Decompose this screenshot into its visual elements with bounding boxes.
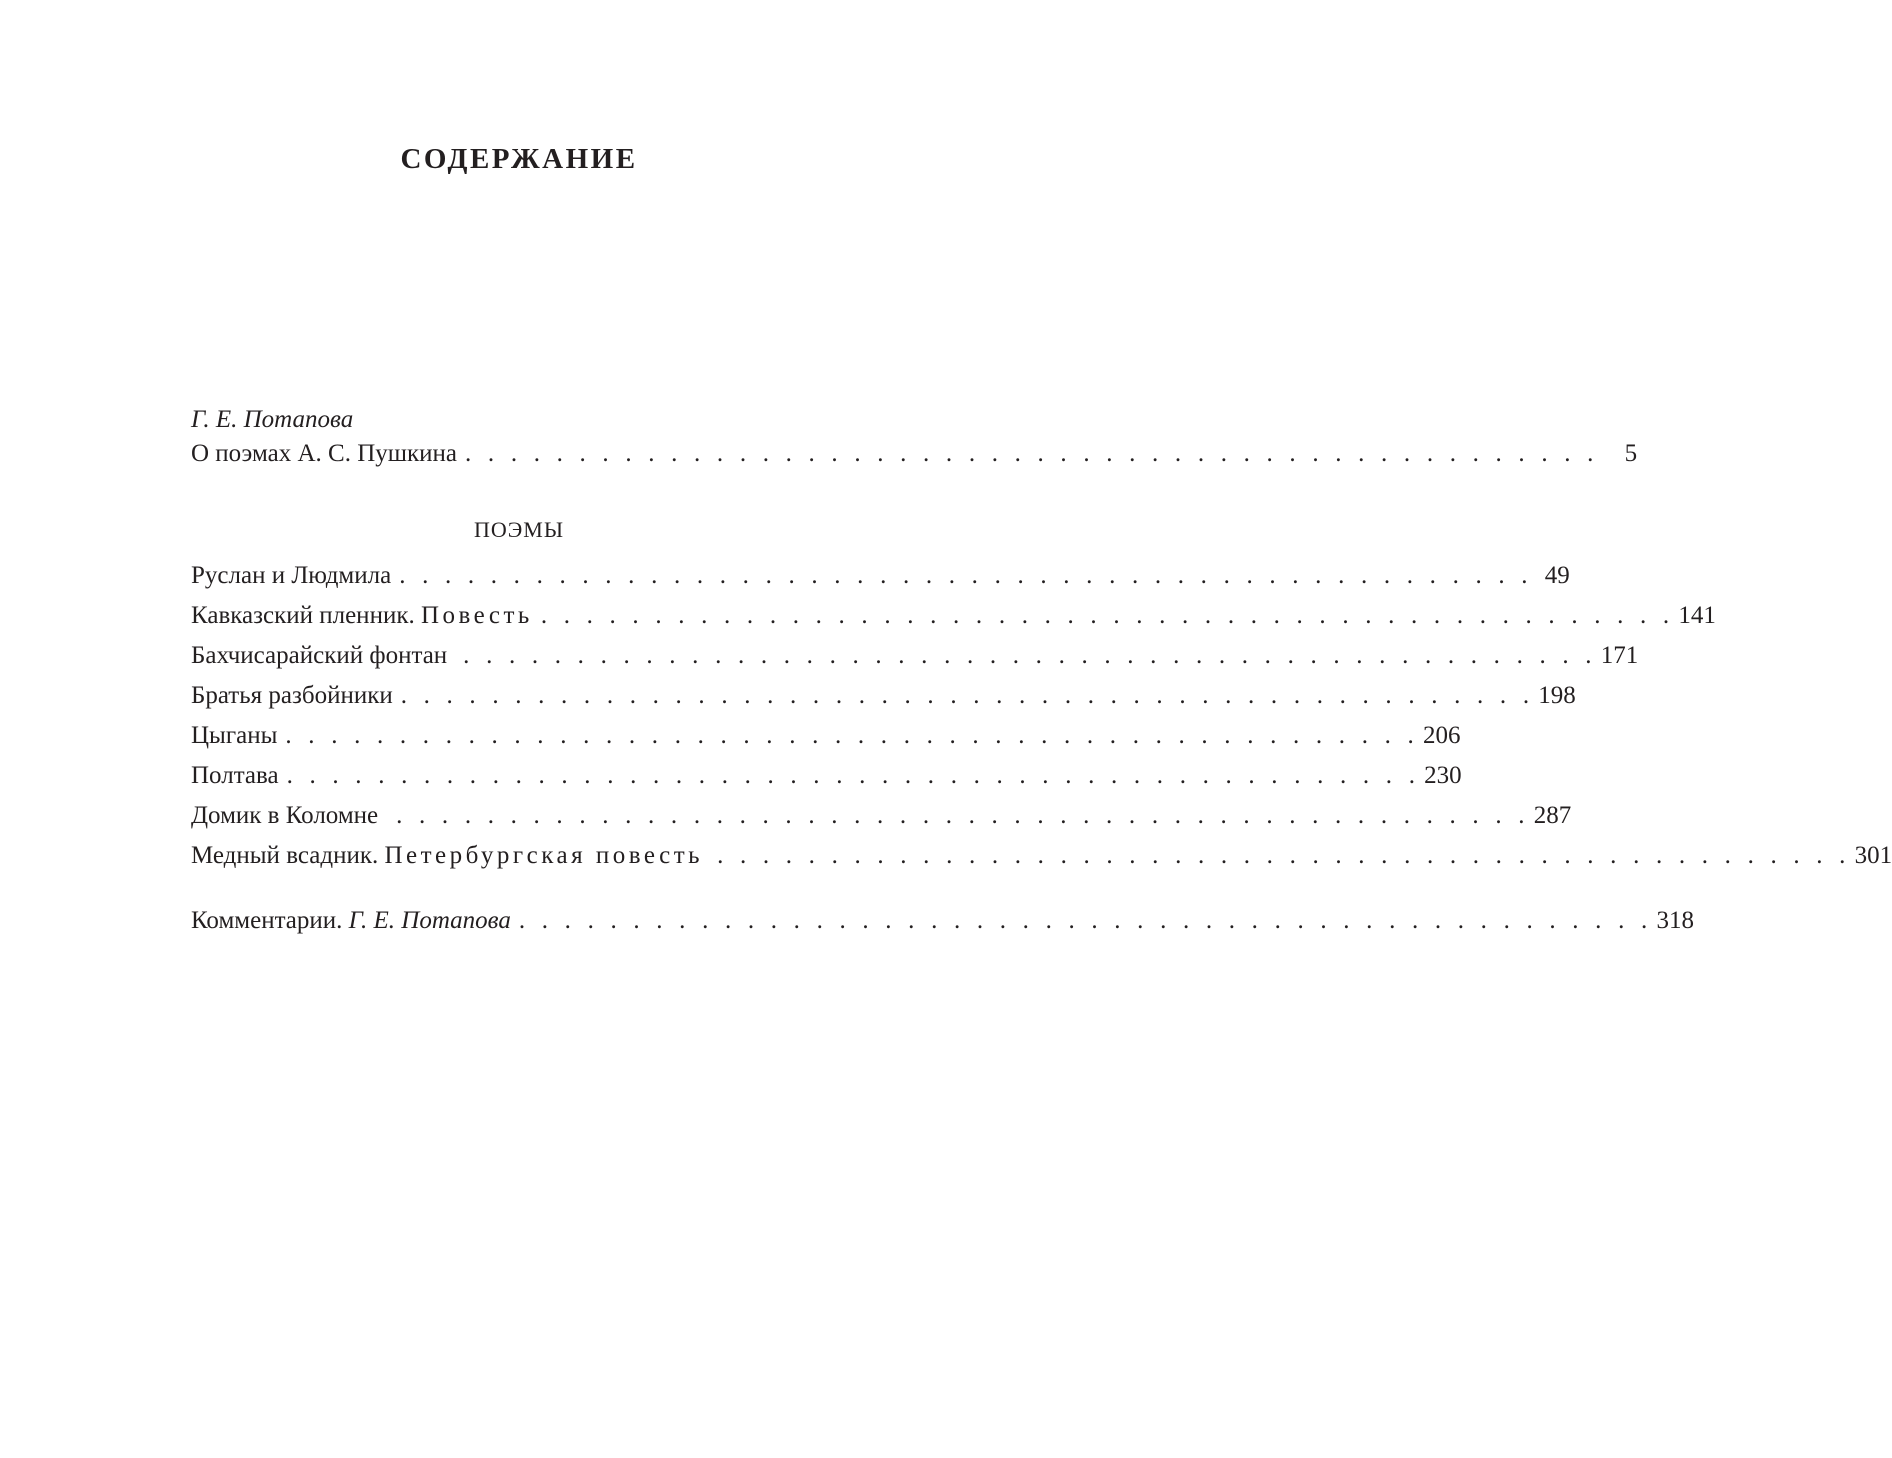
page-title: СОДЕРЖАНИЕ (400, 143, 638, 175)
section-heading: ПОЭМЫ (473, 517, 565, 542)
toc-entry-title: Братья разбойники (191, 682, 393, 709)
dot-leader: . . . . . . . . . . . . . . . . . . . . . . . . . . . . . . . . . . . . . . . . . . . . . . . . . . (717, 842, 1851, 869)
toc-entry-title-spaced: Петербургская повесть (384, 842, 704, 869)
toc-entry-page: 171 (1600, 642, 1639, 669)
toc-entry-title: О поэмах А. С. Пушкина (191, 440, 458, 467)
toc-entry-title: Домик в Коломне (191, 802, 379, 829)
dot-leader: . . . . . . . . . . . . . . . . . . . . . . . . . . . . . . . . . . . . . . . . . . . . . . . . . . (285, 722, 1419, 749)
toc-entry-title (191, 842, 703, 870)
intro-author: Г. Е. Потапова (191, 406, 354, 433)
dot-leader: . . . . . . . . . . . . . . . . . . . . . . . . . . . . . . . . . . . . . . . . . . . . . . . . . . (400, 682, 1535, 709)
toc-entry-page: 141 (1678, 602, 1716, 629)
toc-entry (191, 602, 1716, 634)
dot-leader: . . . . . . . . . . . . . . . . . . . . . . . . . . . . . . . . . . . . . . . . . . . . . . . . . . (518, 907, 1653, 934)
toc-entry-page: 301 (1854, 842, 1892, 869)
toc-entry (191, 802, 1572, 834)
toc-entry-intro (191, 440, 1638, 472)
toc-entry-page: 206 (1422, 722, 1461, 749)
toc-entry-title: Цыганы (191, 722, 278, 749)
toc-entry (191, 642, 1639, 674)
toc-entry-title-main: Медный всадник. (191, 842, 379, 869)
toc-entry-title: Полтава (191, 762, 279, 789)
toc-entry-page: 198 (1538, 682, 1576, 709)
toc-entry (191, 722, 1461, 754)
toc-entry-title: Бахчисарайский фонтан (191, 642, 448, 669)
commentary-author: Г. Е. Потапова (348, 907, 511, 934)
dot-leader: . . . . . . . . . . . . . . . . . . . . . . . . . . . . . . . . . . . . . . . . . . . . . . . . . . (399, 562, 1533, 589)
dot-leader: . . . . . . . . . . . . . . . . . . . . . . . . . . . . . . . . . . . . . . . . . . . . . . . . . . (540, 602, 1675, 629)
toc-entry-page: 5 (1624, 440, 1638, 467)
dot-leader: . . . . . . . . . . . . . . . . . . . . . . . . . . . . . . . . . . . . . . . . . . . . . . . . . . (286, 762, 1421, 789)
toc-entry (191, 562, 1570, 594)
commentary-title: Комментарии. (191, 907, 343, 934)
toc-entry-title (191, 602, 533, 630)
dot-leader: . . . . . . . . . . . . . . . . . . . . . . . . . . . . . . . . . . . . . . . . . . . . . . . . . . (465, 440, 1599, 467)
toc-entry-title-spaced: Повесть (420, 602, 533, 629)
toc-entry (191, 762, 1462, 794)
toc-entry-page: 318 (1656, 907, 1694, 934)
toc-entry-page: 287 (1533, 802, 1572, 829)
toc-entry-commentary (191, 907, 1694, 939)
toc-entry-page: 49 (1544, 562, 1570, 589)
toc-entry (191, 682, 1576, 714)
toc-entry-title-main: Кавказский пленник. (191, 602, 415, 629)
toc-entry-page: 230 (1424, 762, 1462, 789)
toc-entry (191, 842, 1892, 874)
dot-leader: . . . . . . . . . . . . . . . . . . . . . . . . . . . . . . . . . . . . . . . . . . . . . . . . . . (463, 642, 1597, 669)
dot-leader: . . . . . . . . . . . . . . . . . . . . . . . . . . . . . . . . . . . . . . . . . . . . . . . . . . (396, 802, 1530, 829)
toc-entry-title: Руслан и Людмила (191, 562, 392, 589)
toc-entry-title (191, 907, 511, 935)
